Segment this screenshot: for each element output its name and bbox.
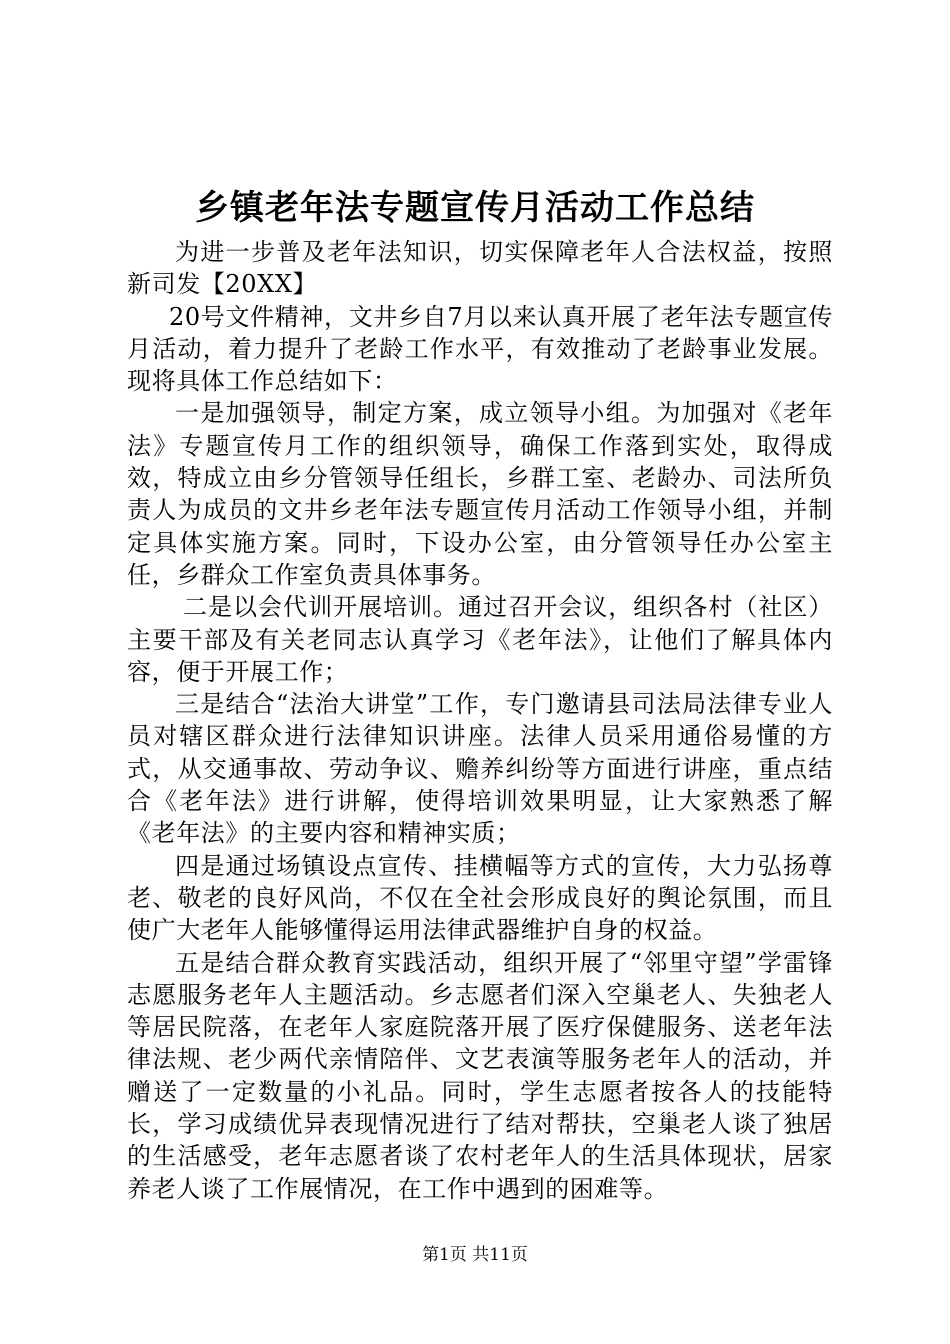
paragraph-point-two: 二是以会代训开展培训。通过召开会议，组织各村（社区）主要干部及有关老同志认真学习《老年法》，让他们了解具体内容，便于开展工作；	[127, 593, 833, 686]
paragraph-intro-continued: 20号文件精神，文井乡自7月以来认真开展了老年法专题宣传月活动，着力提升了老龄工作水平，有效推动了老龄事业发展。现将具体工作总结如下：	[127, 302, 833, 396]
document-body	[127, 236, 833, 1205]
paragraph-intro: 为进一步普及老年法知识，切实保障老年人合法权益，按照新司发【20XX】	[127, 238, 833, 299]
paragraph-point-five: 五是结合群众教育实践活动，组织开展了“邻里守望”学雷锋志愿服务老年人主题活动。乡志愿者们深入空巢老人、失独老人等居民院落，在老年人家庭院落开展了医疗保健服务、送老年法律法规、老少两代亲情陪伴、文艺表演等服务老年人的活动，并赠送了一定数量的小礼品。同时，学生志愿者按各人的技能特长，学习成绩优异表现情况进行了结对帮扶，空巢老人谈了独居的生活感受，老年志愿者谈了农村老年人的生活具体现状，居家养老人谈了工作展情况，在工作中遇到的困难等。	[127, 948, 833, 1203]
page-number: 第1页 共11页	[422, 1245, 528, 1265]
document-title: 乡镇老年法专题宣传月活动工作总结	[195, 188, 755, 228]
paragraph-point-four: 四是通过场镇设点宣传、挂横幅等方式的宣传，大力弘扬尊老、敬老的良好风尚，不仅在全社会形成良好的舆论氛围，而且使广大老年人能够懂得运用法律武器维护自身的权益。	[127, 851, 833, 945]
paragraph-point-one: 一是加强领导，制定方案，成立领导小组。为加强对《老年法》专题宣传月工作的组织领导，确保工作落到实处，取得成效，特成立由乡分管领导任组长，乡群工室、老龄办、司法所负责人为成员的文井乡老年法专题宣传月活动工作领导小组，并制定具体实施方案。同时，下设办公室，由分管领导任办公室主任，乡群众工作室负责具体事务。	[127, 399, 833, 589]
page-footer	[0, 1244, 950, 1266]
paragraph-point-three: 三是结合“法治大讲堂”工作，专门邀请县司法局法律专业人员对辖区群众进行法律知识讲座。法律人员采用通俗易懂的方式，从交通事故、劳动争议、赡养纠纷等方面进行讲座，重点结合《老年法》进行讲解，使得培训效果明显，让大家熟悉了解《老年法》的主要内容和精神实质；	[127, 690, 833, 848]
